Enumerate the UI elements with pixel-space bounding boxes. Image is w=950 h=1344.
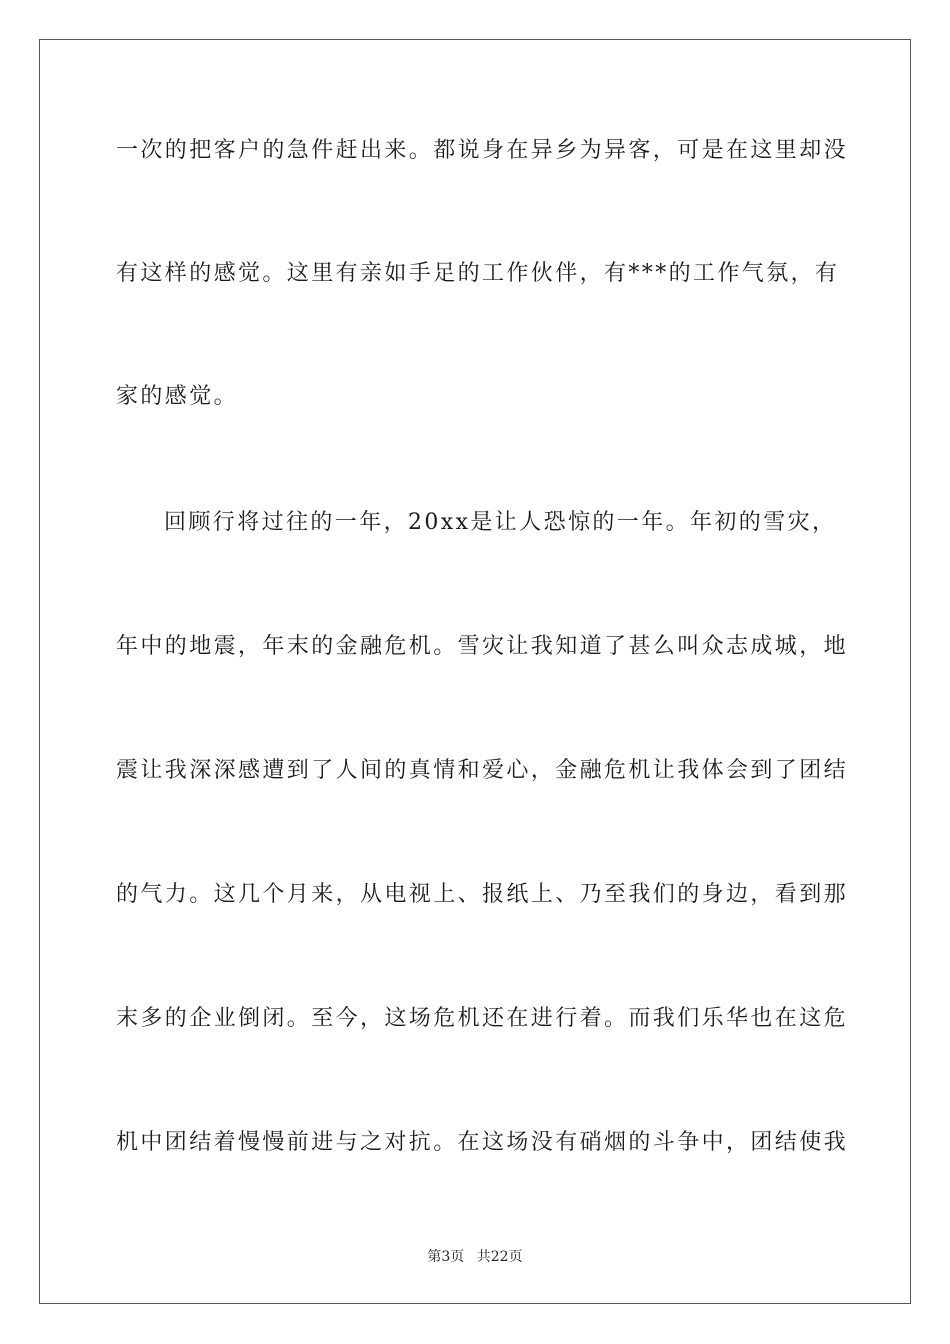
paragraph-line: 末多的企业倒闭。至今，这场危机还在进行着。而我们乐华也在这危 bbox=[116, 1006, 849, 1031]
paragraph-line: 有这样的感觉。这里有亲如手足的工作伙伴，有***的工作气氛，有 bbox=[116, 261, 840, 286]
paragraph-line: 一次的把客户的急件赶出来。都说身在异乡为异客，可是在这里却没 bbox=[116, 138, 849, 163]
paragraph-line: 机中团结着慢慢前进与之对抗。在这场没有硝烟的斗争中，团结使我 bbox=[116, 1130, 849, 1155]
paragraph-line: 年中的地震，年末的金融危机。雪灾让我知道了甚么叫众志成城，地 bbox=[116, 634, 849, 659]
paragraph-line: 家的感觉。 bbox=[116, 384, 239, 409]
page-total: 共22页 bbox=[476, 1249, 523, 1265]
paragraph-line: 震让我深深感遭到了人间的真情和爱心，金融危机让我体会到了团结 bbox=[116, 758, 849, 783]
page-border bbox=[39, 39, 911, 1304]
page-number: 第3页 bbox=[427, 1249, 465, 1265]
paragraph-line: 的气力。这几个月来，从电视上、报纸上、乃至我们的身边，看到那 bbox=[116, 882, 849, 907]
page-footer bbox=[0, 1247, 950, 1267]
paragraph-line: 回顾行将过往的一年，20xx是让人恐惊的一年。年初的雪灾， bbox=[164, 510, 837, 535]
